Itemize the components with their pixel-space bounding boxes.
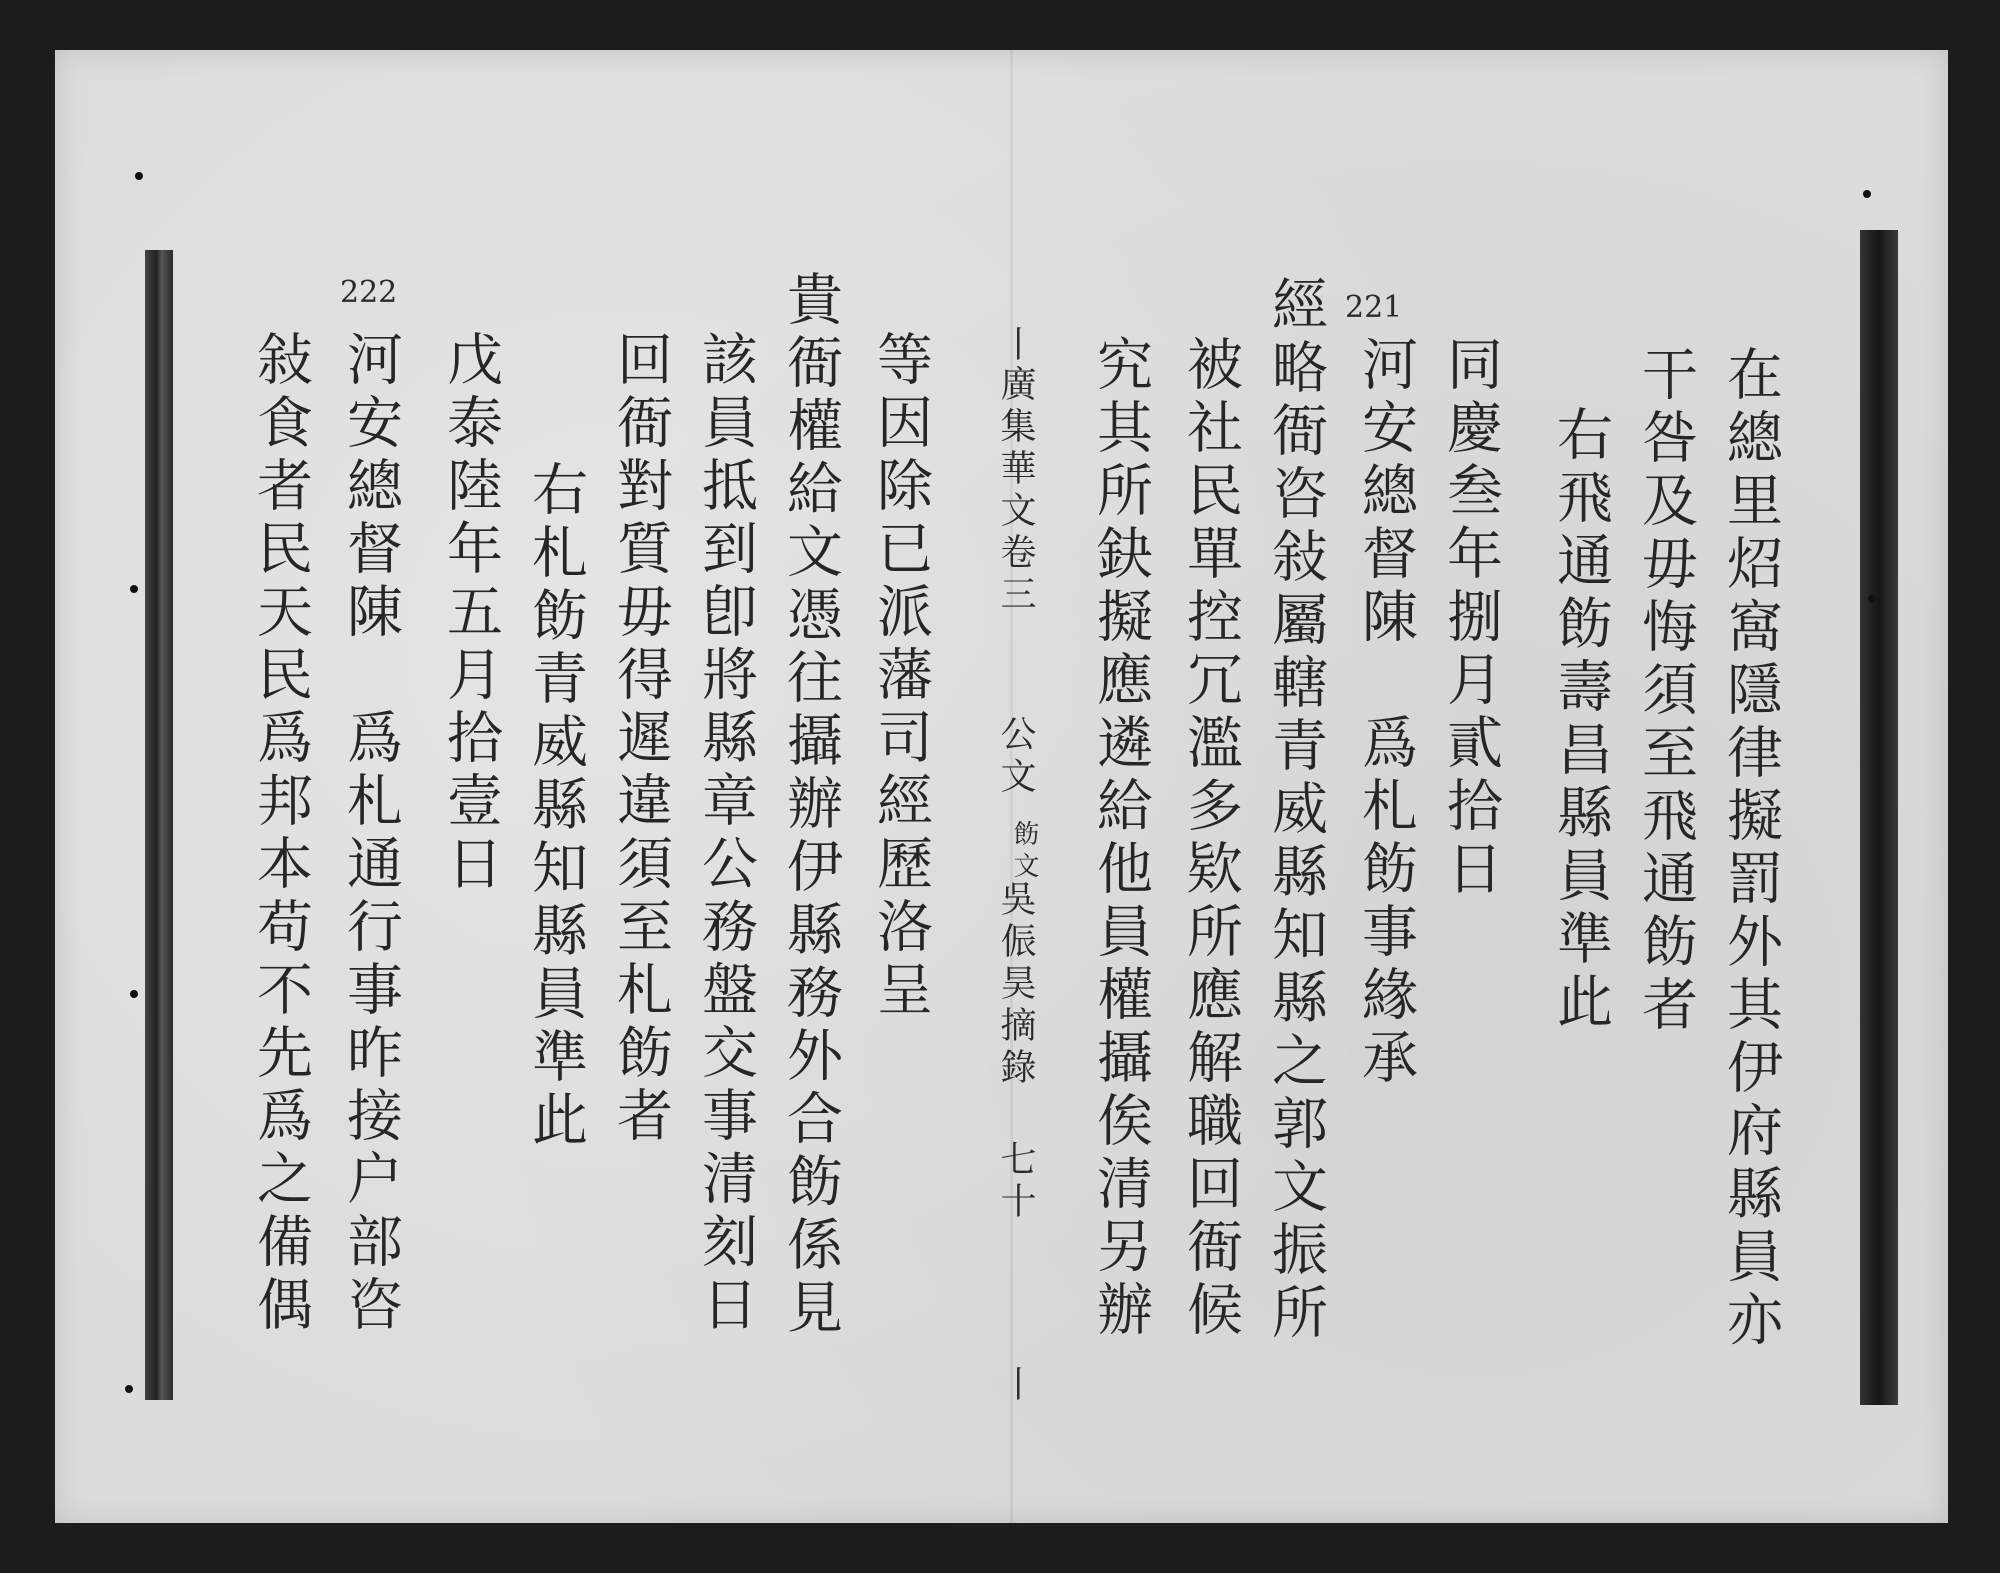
- text-column: 究其所鈌擬應遴給他員權攝俟清另辦: [1088, 335, 1153, 1343]
- text-column: 經略衙咨敍屬轄青威縣知縣之郭文振所: [1263, 275, 1328, 1346]
- text-column: 該員抵到卽將縣章公務盤交事清刻日: [693, 330, 758, 1338]
- right-border-bar: [1860, 230, 1898, 1405]
- text-column: 在總里炤窩隱律擬罰外其伊府縣員亦: [1718, 345, 1783, 1353]
- text-column: 被社民單控冗濫多欵所應解職回衙候: [1178, 335, 1243, 1343]
- text-column: 河安總督陳 爲札通行事昨接户部咨: [338, 330, 403, 1338]
- binding-hole: [135, 172, 143, 180]
- entry-number: 221: [1345, 290, 1403, 325]
- entry-number: 222: [340, 275, 398, 310]
- margin-marker: 丨: [995, 325, 1036, 367]
- margin-bottom-marker: 丨: [995, 1365, 1036, 1407]
- binding-hole: [130, 585, 138, 593]
- text-column: 回衙對質毋得遲違須至札飭者: [608, 330, 673, 1149]
- binding-hole: [125, 1385, 133, 1393]
- text-column: 敍食者民天民爲邦本苟不先爲之備偶: [248, 330, 313, 1338]
- text-column: 干咎及毋悔須至飛通飭者: [1633, 345, 1698, 1038]
- margin-page-number: 七十: [995, 1140, 1036, 1224]
- binding-hole: [1868, 595, 1876, 603]
- margin-subcategory: 飭文: [1009, 820, 1039, 884]
- text-column: 等因除已派藩司經歷洛呈: [868, 330, 933, 1023]
- text-column: 戊泰陸年五月拾壹日: [438, 330, 503, 897]
- text-column: 同慶叁年捌月貳拾日: [1438, 335, 1503, 902]
- text-column: 右飛通飭壽昌縣員準此: [1548, 405, 1613, 1035]
- margin-category: 公文: [995, 715, 1036, 799]
- binding-hole: [130, 990, 138, 998]
- left-border-bar: [145, 250, 173, 1400]
- margin-title: 廣集華文卷三: [995, 365, 1036, 617]
- text-column: 貴衙權給文憑往攝辦伊縣務外合飭係見: [778, 270, 843, 1341]
- binding-hole: [1863, 190, 1871, 198]
- margin-compiler: 吳侲昊摘錄: [995, 880, 1036, 1090]
- text-column: 河安總督陳 爲札飭事緣承: [1353, 335, 1418, 1091]
- text-column: 右札飭青威縣知縣員準此: [523, 460, 588, 1153]
